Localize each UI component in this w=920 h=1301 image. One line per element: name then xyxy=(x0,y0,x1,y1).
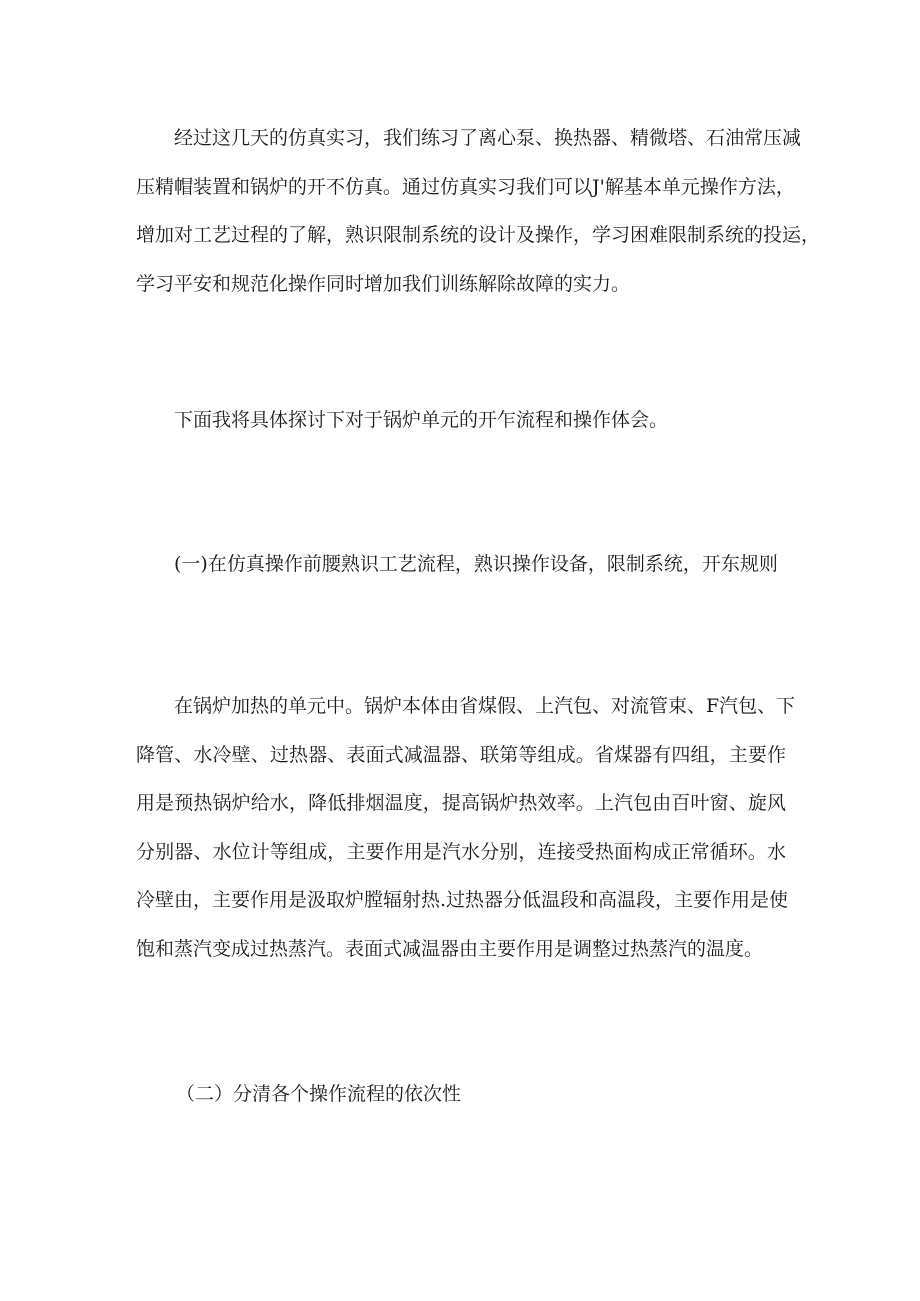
text-line: 压精帽装置和锅炉的开不仿真。通过仿真实习我们可以J'解基本单元操作方法， xyxy=(136,175,795,198)
paragraph-boiler-description xyxy=(136,682,796,973)
text-line: 冷壁由，主要作用是汲取炉膛辐射热.过热器分低温段和高温段，主要作用是使 xyxy=(136,889,789,911)
text-line: 分别器、水位计等组成，主要作用是汽水分别，连接受热面构成正常循环。水 xyxy=(136,840,786,863)
paragraph-intro xyxy=(136,114,821,308)
section-heading-1: (一)在仿真操作前腰熟识工艺流程，熟识操作设备，限制系统，开东规则 xyxy=(174,553,778,575)
text-line: 增加对工艺过程的了解，熟识限制系统的设计及操作，学习困难限制系统的投运， xyxy=(136,224,821,246)
text-line: 用是预热锅炉给水，降低排烟温度，提高锅炉热效率。上汽包由百叶窗、旋风 xyxy=(136,792,786,814)
paragraph-transition: 下面我将具体探讨下对于锅炉单元的开乍流程和操作体会。 xyxy=(174,409,669,431)
text-line: 学习平安和规范化操作同时增加我们训练解除故障的实力。 xyxy=(136,272,631,295)
text-line: 经过这几天的仿真实习，我们练习了离心泵、换热器、精微塔、石油常压减 xyxy=(174,127,802,149)
section-heading-2: （二）分清各个操作流程的依次性 xyxy=(176,1083,462,1105)
text-line: 饱和蒸汽变成过热蒸汽。表面式减温器由主要作用是调整过热蒸汽的温度。 xyxy=(136,937,764,960)
text-line: 在锅炉加热的单元中。锅炉本体由省煤假、上汽包、对流管束、F汽包、下 xyxy=(174,695,796,717)
text-line: 降管、水冷壁、过热器、表面式减温器、联第等组成。省煤器有四组，主要作 xyxy=(136,743,786,766)
